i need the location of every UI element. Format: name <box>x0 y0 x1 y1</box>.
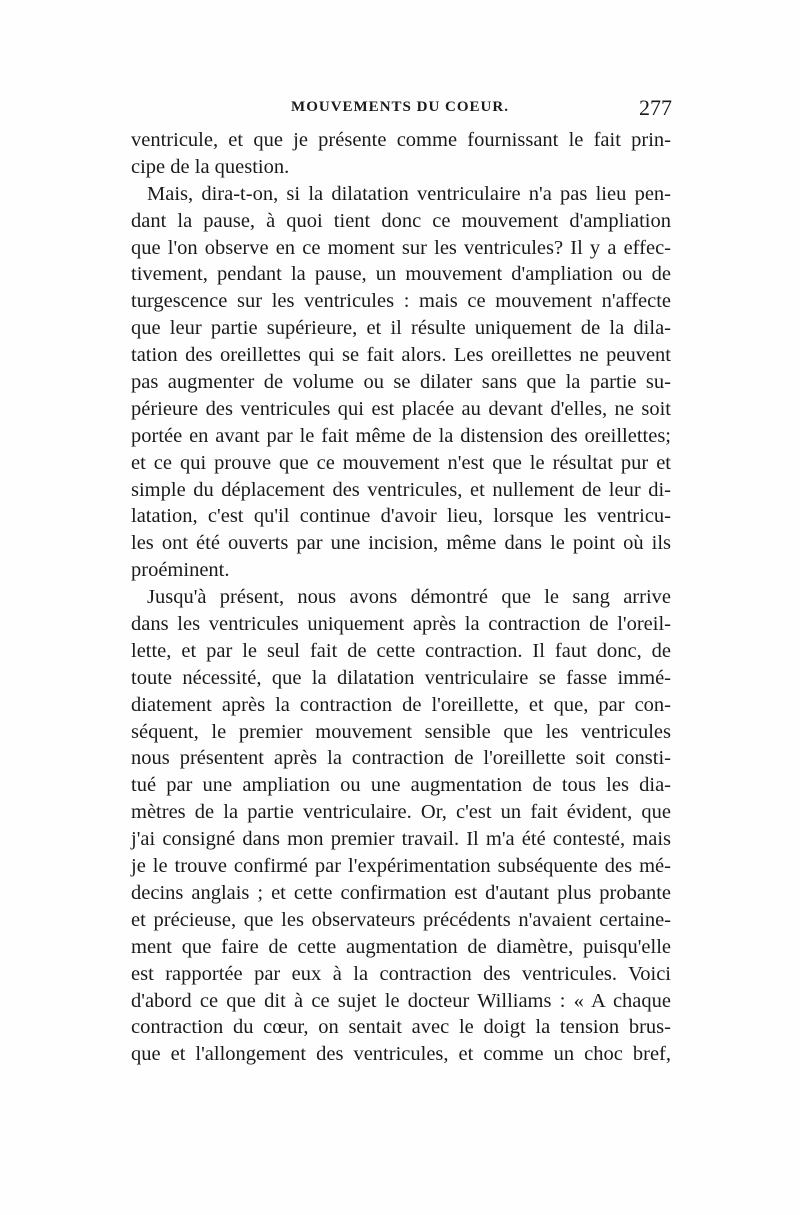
paragraph-start-line: Jusqu'à présent, nous avons démontré que le sang arrive <box>147 586 671 609</box>
text-line: simple du déplacement des ventricules, et nullement de leur di- <box>131 478 671 501</box>
text-line: d'abord ce que dit à ce sujet le docteur Williams : « A chaque <box>131 989 671 1012</box>
text-line: tivement, pendant la pause, un mouvement d'ampliation ou de <box>131 263 671 286</box>
text-line: mètres de la partie ventriculaire. Or, c'est un fait évident, que <box>131 801 671 824</box>
text-line: lette, et par le seul fait de cette contraction. Il faut donc, de <box>131 639 671 662</box>
text-line: dant la pause, à quoi tient donc ce mouvement d'ampliation <box>131 209 671 232</box>
text-line: est rapportée par eux à la contraction des ventricules. Voici <box>131 962 671 985</box>
text-line: que leur partie supérieure, et il résulte uniquement de la dila- <box>131 317 671 340</box>
text-line: tué par une ampliation ou une augmentation de tous les dia- <box>131 774 671 797</box>
text-line: j'ai consigné dans mon premier travail. Il m'a été contesté, mais <box>131 828 671 851</box>
text-line: diatement après la contraction de l'oreillette, et que, par con- <box>131 693 671 716</box>
text-line: cipe de la question. <box>131 155 290 178</box>
text-line: et précieuse, que les observateurs précédents n'avaient certaine- <box>131 908 671 931</box>
text-line: dans les ventricules uniquement après la contraction de l'oreil- <box>131 613 671 636</box>
text-line: les ont été ouverts par une incision, même dans le point où ils <box>131 532 671 555</box>
text-line: toute nécessité, que la dilatation ventriculaire se fasse immé- <box>131 666 671 689</box>
text-line: nous présentent après la contraction de l'oreillette soit consti- <box>131 747 671 770</box>
running-head <box>128 95 672 123</box>
text-line: portée en avant par le fait même de la distension des oreillettes; <box>131 424 671 447</box>
text-line: contraction du cœur, on sentait avec le doigt la tension brus- <box>131 1016 671 1039</box>
text-line: périeure des ventricules qui est placée au devant d'elles, ne soit <box>131 397 671 420</box>
text-line: et ce qui prouve que ce mouvement n'est que le résultat pur et <box>131 451 671 474</box>
page-number: 277 <box>639 95 672 120</box>
text-line: que et l'allongement des ventricules, et comme un choc bref, <box>131 1043 671 1066</box>
text-line: que l'on observe en ce moment sur les ventricules? Il y a effec- <box>131 236 671 259</box>
text-line: latation, c'est qu'il continue d'avoir lieu, lorsque les ventricu- <box>131 505 671 528</box>
text-line: ment que faire de cette augmentation de diamètre, puisqu'elle <box>131 935 671 958</box>
text-line: turgescence sur les ventricules : mais ce mouvement n'affecte <box>131 290 671 313</box>
text-line: decins anglais ; et cette confirmation est d'autant plus probante <box>131 881 671 904</box>
text-line: je le trouve confirmé par l'expérimentation subséquente des mé- <box>131 855 671 878</box>
paragraph-start-line: Mais, dira-t-on, si la dilatation ventriculaire n'a pas lieu pen- <box>147 182 671 205</box>
text-line: proéminent. <box>131 559 230 582</box>
running-title: MOUVEMENTS DU COEUR. <box>291 99 509 115</box>
text-line: séquent, le premier mouvement sensible que les ventricules <box>131 720 671 743</box>
body-text <box>131 127 671 1068</box>
text-line: tation des oreillettes qui se fait alors. Les oreillettes ne peuvent <box>131 344 671 367</box>
text-line: ventricule, et que je présente comme fournissant le fait prin- <box>131 129 671 151</box>
text-line: pas augmenter de volume ou se dilater sans que la partie su- <box>131 371 671 394</box>
